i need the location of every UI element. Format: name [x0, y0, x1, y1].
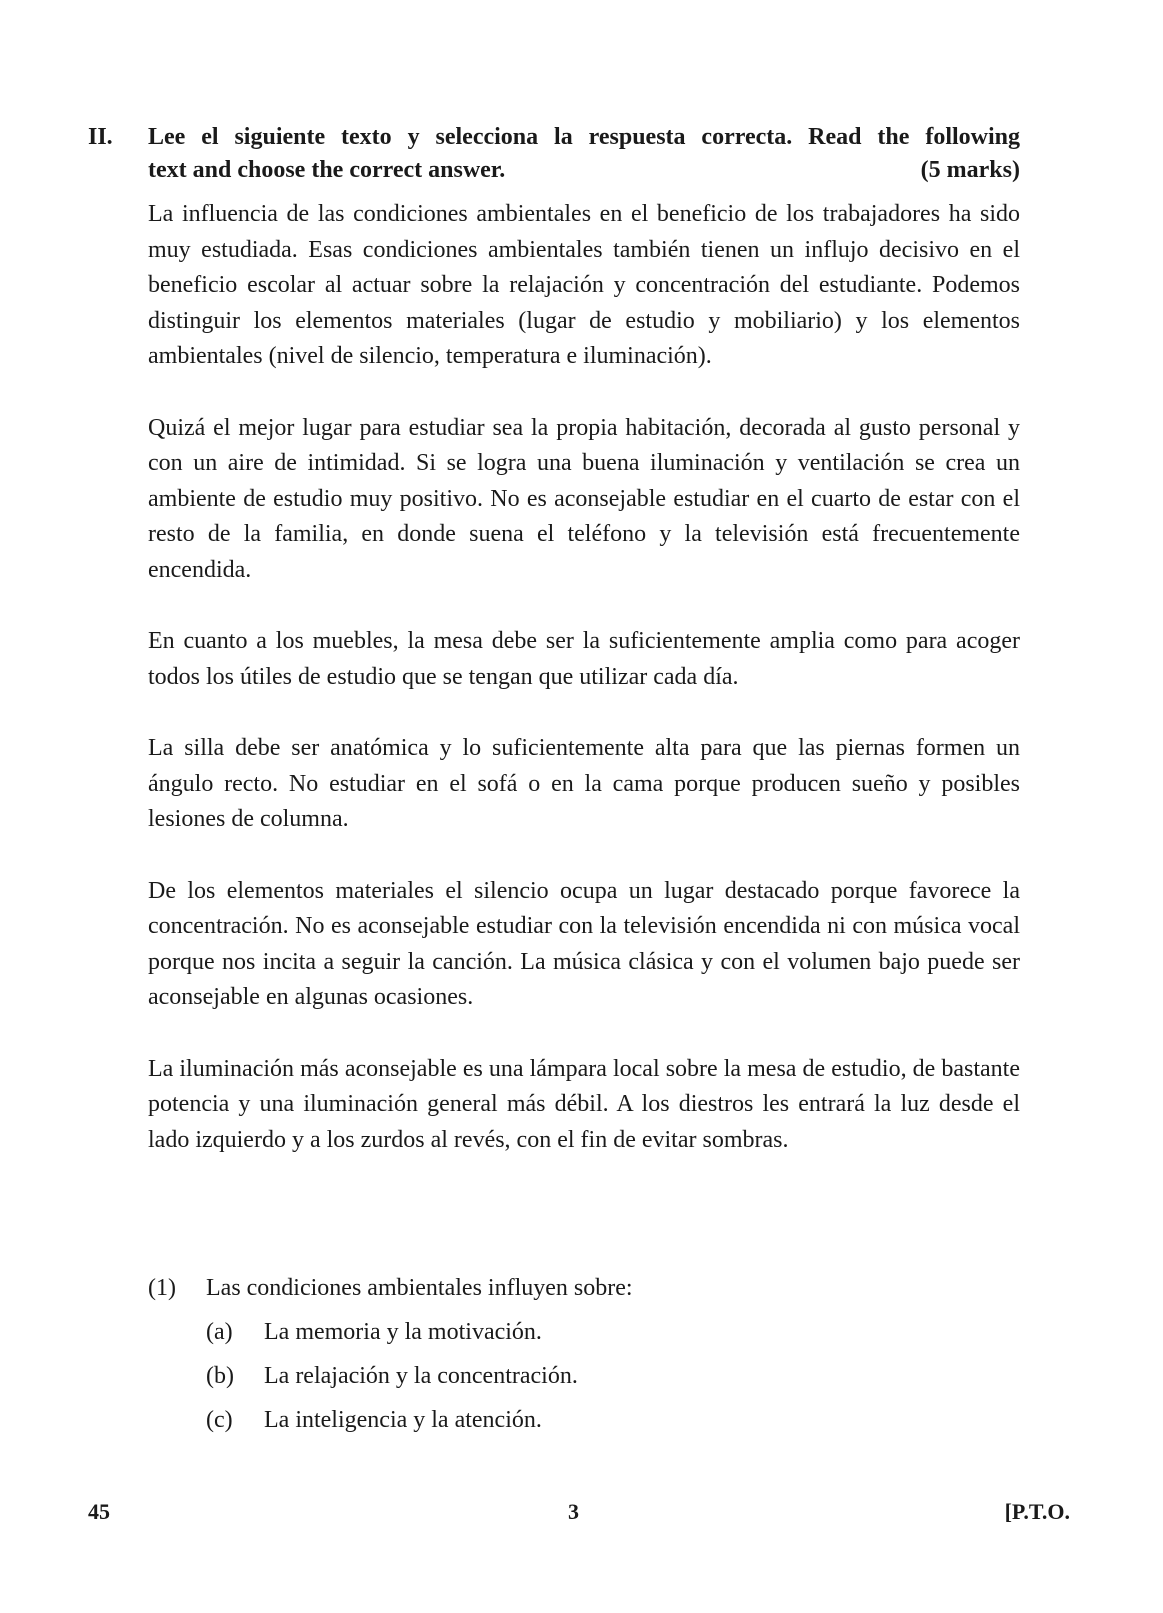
option-text: La inteligencia y la atención.	[264, 1407, 542, 1433]
option-letter: (a)	[206, 1319, 233, 1345]
passage-paragraph: La influencia de las condiciones ambientales en el beneficio de los trabajadores ha sido muy estudiada. Esas condiciones ambientales también tienen un influjo decisivo en el beneficio escolar al actuar sobre la relajación y concentración del estudiante. Podemos distinguir los elementos materiales (lugar de estudio y mobiliario) y los elementos ambientales (nivel de silencio, temperatura e iluminación).	[148, 201, 1020, 369]
passage-paragraph: En cuanto a los muebles, la mesa debe ser la suficientemente amplia como para acoger todos los útiles de estudio que se tengan que utilizar cada día.	[148, 628, 1020, 690]
answer-option	[206, 1404, 1020, 1436]
option-text: La memoria y la motivación.	[264, 1319, 542, 1345]
section-heading	[148, 121, 1020, 187]
passage-paragraph: La iluminación más aconsejable es una lámpara local sobre la mesa de estudio, de bastante potencia y una iluminación general más débil. A los diestros les entrará la luz desde el lado izquierdo y a los zurdos al revés, con el fin de evitar sombras.	[148, 1055, 1020, 1153]
footer-page-number: 3	[568, 1499, 579, 1524]
section-heading-line2-row	[148, 154, 1020, 187]
option-text: La relajación y la concentración.	[264, 1363, 578, 1389]
question-1	[148, 1272, 1020, 1448]
passage-paragraph: La silla debe ser anatómica y lo suficientemente alta para que las piernas formen un ángulo recto. No estudiar en el sofá o en la cama porque producen sueño y posibles lesiones de columna.	[148, 735, 1020, 832]
footer-paper-code: 45	[88, 1499, 110, 1524]
passage-paragraph: De los elementos materiales el silencio ocupa un lugar destacado porque favorece la concentración. No es aconsejable estudiar con la televisión encendida ni con música vocal porque nos incita a seguir la canción. La música clásica y con el volumen bajo puede ser aconsejable en algunas ocasiones.	[148, 877, 1020, 1010]
question-stem-row	[148, 1272, 1020, 1304]
reading-passage	[148, 197, 1020, 1194]
answer-option	[206, 1360, 1020, 1392]
answer-option	[206, 1316, 1020, 1348]
option-letter: (b)	[206, 1363, 234, 1389]
answer-options	[206, 1316, 1020, 1436]
question-number: (1)	[148, 1275, 176, 1301]
section-number: II.	[88, 124, 113, 150]
section-heading-line2: text and choose the correct answer.	[148, 157, 506, 183]
question-stem: Las condiciones ambientales influyen sobre:	[206, 1275, 633, 1301]
option-letter: (c)	[206, 1407, 233, 1433]
passage-paragraph: Quizá el mejor lugar para estudiar sea la propia habitación, decorada al gusto personal y con un aire de intimidad. Si se logra una buena iluminación y ventilación se crea un ambiente de estudio muy positivo. No es aconsejable estudiar en el cuarto de estar con el resto de la familia, en donde suena el teléfono y la televisión está frecuentemente encendida.	[148, 414, 1020, 583]
footer-pto: [P.T.O.	[1004, 1499, 1070, 1524]
section-marks: (5 marks)	[920, 157, 1020, 183]
section-heading-line1: Lee el siguiente texto y selecciona la respuesta correcta. Read the following	[148, 124, 1020, 150]
